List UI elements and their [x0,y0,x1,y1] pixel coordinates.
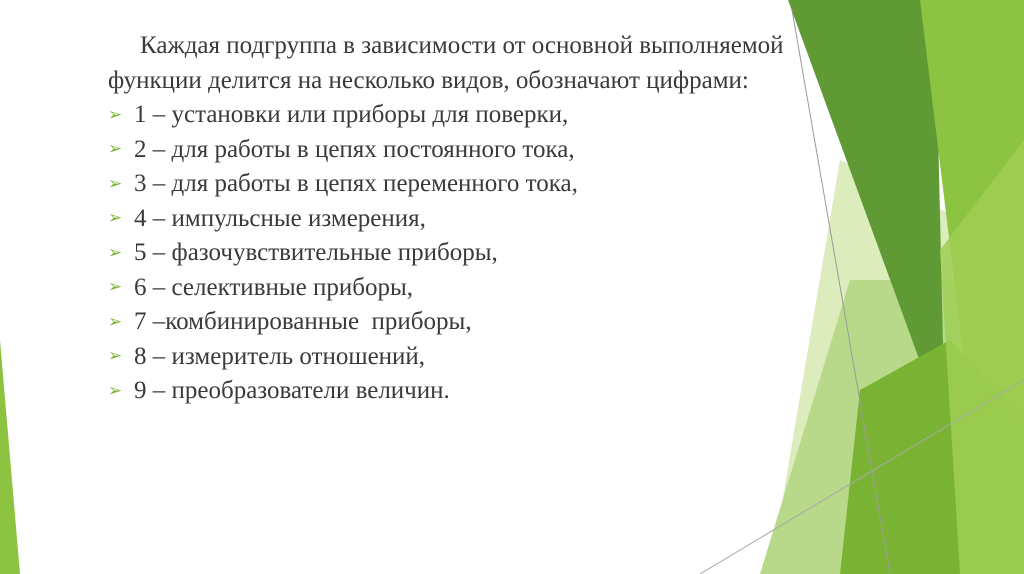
list-item [108,167,788,202]
arrow-bullet-icon: ➢ [108,139,123,160]
list-item [108,236,788,271]
list-item [108,305,788,340]
intro-paragraph: Каждая подгруппа в зависимости от основной выполняемой функции делится на несколько видов, обозначают цифрами: [108,32,784,94]
list-item-text: 2 – для работы в цепях постоянного тока, [134,135,575,163]
list-item-text: 7 –комбинированные приборы, [134,308,472,336]
list-item-text: 3 – для работы в цепях переменного тока, [134,170,578,198]
slide-content [108,28,788,409]
list-item [108,271,788,306]
list-item-text: 4 – импульсные измерения, [134,204,426,232]
list-item-text: 8 – измеритель отношений, [134,342,426,370]
arrow-bullet-icon: ➢ [108,208,123,229]
arrow-bullet-icon: ➢ [108,242,123,263]
arrow-bullet-icon: ➢ [108,277,123,298]
arrow-bullet-icon: ➢ [108,311,123,332]
list-item [108,98,788,133]
list-item [108,340,788,375]
bullet-list [108,98,788,409]
list-item-text: 1 – установки или приборы для поверки, [134,101,569,129]
arrow-bullet-icon: ➢ [108,346,123,367]
arrow-bullet-icon: ➢ [108,173,123,194]
list-item [108,202,788,237]
list-item [108,133,788,168]
left-green-sliver [0,340,20,574]
list-item-text: 6 – селективные приборы, [134,273,414,301]
list-item [108,374,788,409]
list-item-text: 9 – преобразователи величин. [134,377,450,405]
arrow-bullet-icon: ➢ [108,104,123,125]
arrow-bullet-icon: ➢ [108,380,123,401]
list-item-text: 5 – фазочувствительные приборы, [134,239,498,267]
